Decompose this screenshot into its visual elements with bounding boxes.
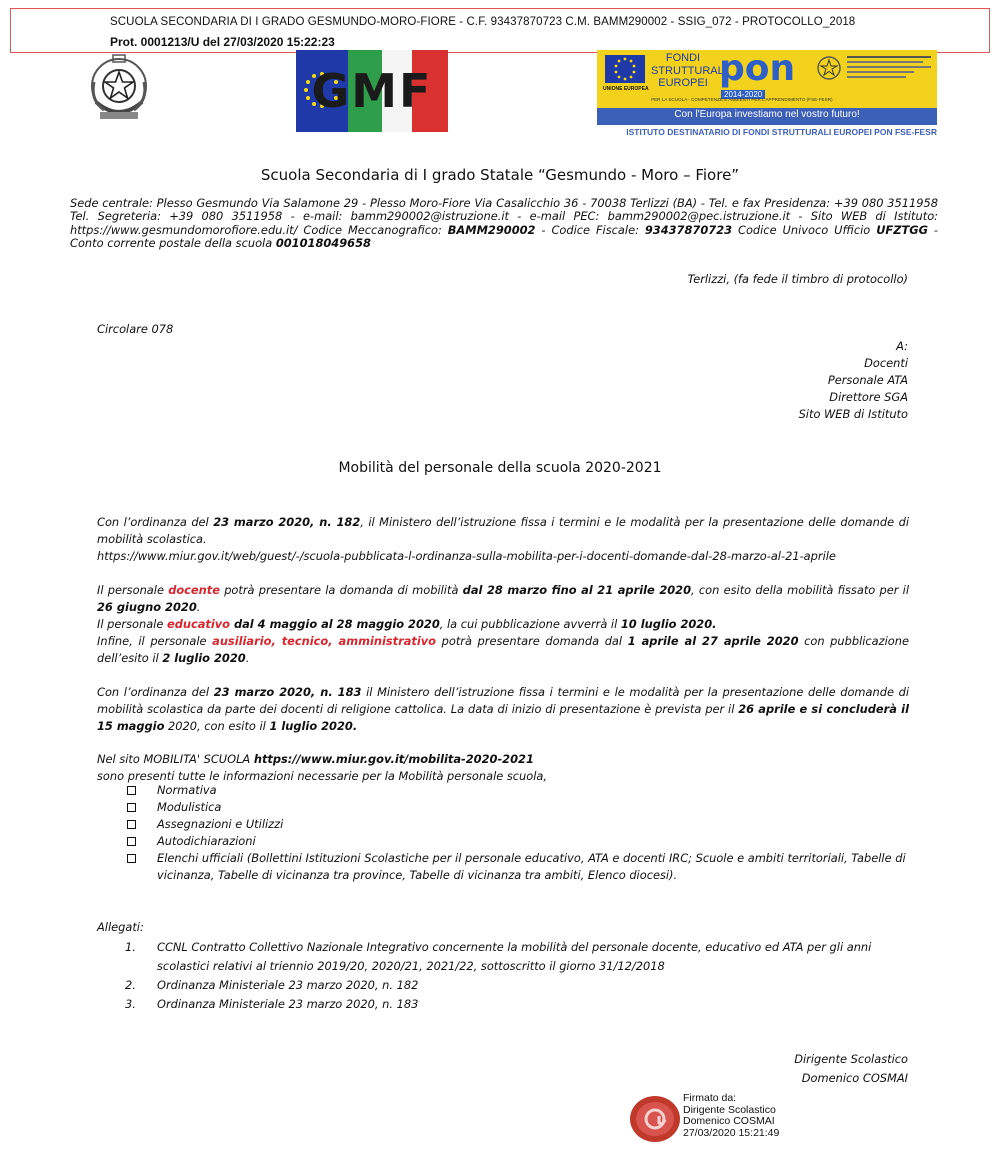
eu-flag-icon <box>605 55 645 83</box>
paragraph-ordinance-182: Con l’ordinanza del 23 marzo 2020, n. 182, il Ministero dell’istruzione fissa i termini e le modalità per la presentazione delle domande di mobilità scolastica. https://www.miur.gov.it/web/guest/-/scuola-pubblicata-l-ordinanza-sulla-mobilita-per-i-docenti-domande-dal-28-marzo-al-21-aprile <box>97 515 909 563</box>
eu-label: UNIONE EUROPEA <box>603 86 649 92</box>
attachments-list <box>125 938 910 1014</box>
circular-number: Circolare 078 <box>97 322 174 336</box>
pon-years: 2014-2020 <box>721 90 765 99</box>
school-info: Sede centrale: Plesso Gesmundo Via Salamone 29 - Plesso Moro-Fiore Via Casalicchio 36 - 70038 Terlizzi (BA) - Tel. e fax Presidenza: +39 080 3511958 Tel. Segreteria: +39 080 3511958 - e-mail: bamm290002@istruzione.it - e-mail PEC: bamm290002@pec.istruzione.it - Sito WEB di Istituto: https://www.gesmundomorofiore.edu.it/ Codice Meccanografico: BAMM290002 - Codice Fiscale: 93437870723 Codice Univoco Ufficio UFZTGG - Conto corrente postale della scuola 001018049658 <box>70 196 939 251</box>
recipient: Docenti <box>864 356 908 370</box>
attachments-label: Allegati: <box>97 920 144 934</box>
miur-link[interactable]: https://www.miur.gov.it/web/guest/-/scuola-pubblicata-l-ordinanza-sulla-mobilita-per-i-docenti-domande-dal-28-marzo-al-21-aprile <box>97 549 836 563</box>
paragraph-ata: Infine, il personale ausiliario, tecnico, amministrativo potrà presentare domanda dal 1 aprile al 27 aprile 2020 con pubblicazione dell’esito il 2 luglio 2020. <box>97 634 910 665</box>
list-item: Modulistica <box>125 799 910 816</box>
checkbox-bullet-icon <box>127 786 136 795</box>
recipient: A: <box>896 339 908 353</box>
paragraph-docente: Il personale docente potrà presentare la domanda di mobilità dal 28 marzo fino al 21 aprile 2020, con esito della mobilità fissato per il 26 giugno 2020. <box>97 583 909 614</box>
paragraph-educativo: Il personale educativo dal 4 maggio al 28 maggio 2020, la cui pubblicazione avverrà il 10 luglio 2020. <box>97 617 717 631</box>
pon-subtitle: ISTITUTO DESTINATARIO DI FONDI STRUTTURALI EUROPEI PON FSE-FESR <box>626 127 937 137</box>
list-item: Elenchi ufficiali (Bollettini Istituzioni Scolastiche per il personale educativo, ATA e docenti IRC; Scuole e ambiti territoriali, Tabelle di vicinanza, Tabelle di vicinanza tra province, Tabelle di vicinanza tra ambiti, Elenco diocesi). <box>125 850 910 884</box>
pon-fondi: FONDI <box>665 52 701 64</box>
checkbox-bullet-icon <box>127 803 136 812</box>
fiscal-code: 93437870723 <box>644 222 733 237</box>
recipients <box>799 338 908 423</box>
checkbox-bullet-icon <box>127 854 136 863</box>
recipient: Sito WEB di Istituto <box>798 407 908 421</box>
checkbox-bullet-icon <box>127 837 136 846</box>
school-title: Scuola Secondaria di I grado Statale “Gesmundo - Moro – Fiore” <box>260 166 740 184</box>
attachment-item: 3. Ordinanza Ministeriale 23 marzo 2020, n. 183 <box>125 997 419 1011</box>
postal-code: 001018049658 <box>275 236 371 251</box>
italian-republic-emblem-icon <box>82 52 156 124</box>
checkbox-bullet-icon <box>127 820 136 829</box>
ufficio-code: UFZTGG <box>876 222 928 237</box>
pon-europei: EUROPEI <box>658 77 708 89</box>
digital-signature-text: Firmato da: Dirigente Scolastico Domenico COSMAI 27/03/2020 15:21:49 <box>683 1092 780 1139</box>
list-item: Autodichiarazioni <box>125 833 910 850</box>
mecc-code: BAMM290002 <box>447 222 536 237</box>
signature-block <box>794 1050 908 1088</box>
attachment-item: 1. CCNL Contratto Collettivo Nazionale Integrativo concernente la mobilità del personale docente, educativo ed ATA per gli anni scolastici relativi al triennio 2019/20, 2020/21, 2021/22, sottoscritto il giorno 31/12/2018 <box>125 940 872 973</box>
signer-role: Dirigente Scolastico <box>794 1052 908 1066</box>
ministry-text-block <box>847 56 931 88</box>
recipient: Direttore SGA <box>829 390 908 404</box>
recipient: Personale ATA <box>827 373 908 387</box>
paragraph-ordinance-183: Con l’ordinanza del 23 marzo 2020, n. 183 il Ministero dell’istruzione fissa i termini e le modalità per la presentazione delle domande di mobilità scolastica da parte dei docenti di religione cattolica. La data di inizio di presentazione è prevista per il 26 aprile e si concluderà il 15 maggio 2020, con esito il 1 luglio 2020. <box>97 685 910 733</box>
digital-signature-seal-icon <box>628 1094 682 1144</box>
ministry-emblem-icon <box>815 54 843 84</box>
place-line: Terlizzi, (fa fede il timbro di protocollo) <box>687 272 908 286</box>
signer-name: Domenico COSMAI <box>801 1071 908 1085</box>
info-bullet-list <box>125 782 910 884</box>
pon-banner <box>597 50 937 125</box>
protocol-number: Prot. 0001213/U del 27/03/2020 15:22:23 <box>110 35 335 49</box>
attachment-item: 2. Ordinanza Ministeriale 23 marzo 2020, n. 182 <box>125 978 419 992</box>
pon-word: pon <box>719 48 796 89</box>
protocol-header: SCUOLA SECONDARIA DI I GRADO GESMUNDO-MORO-FIORE - C.F. 93437870723 C.M. BAMM290002 - SSIG_072 - PROTOCOLLO_2018 <box>110 16 856 28</box>
mobilita-link[interactable]: https://www.miur.gov.it/mobilita-2020-2021 <box>253 752 534 766</box>
list-item: Normativa <box>125 782 910 799</box>
list-item: Assegnazioni e Utilizzi <box>125 816 910 833</box>
gmf-logo <box>296 50 448 132</box>
pon-slogan: Con l'Europa investiamo nel vostro futuro! <box>674 109 860 120</box>
gmf-letters: GMF <box>311 64 433 118</box>
pon-strutturali: STRUTTURALI <box>651 64 727 77</box>
pon-small-text: PER LA SCUOLA - COMPETENZE E AMBIENTI PER L'APPRENDIMENTO (FSE-FESR) <box>651 97 833 102</box>
paragraph-mobilita-site: Nel sito MOBILITA' SCUOLA https://www.miur.gov.it/mobilita-2020-2021 sono presenti tutte le informazioni necessarie per la Mobilità personale scuola, <box>97 752 548 783</box>
subject-title: Mobilità del personale della scuola 2020-2021 <box>338 460 662 476</box>
